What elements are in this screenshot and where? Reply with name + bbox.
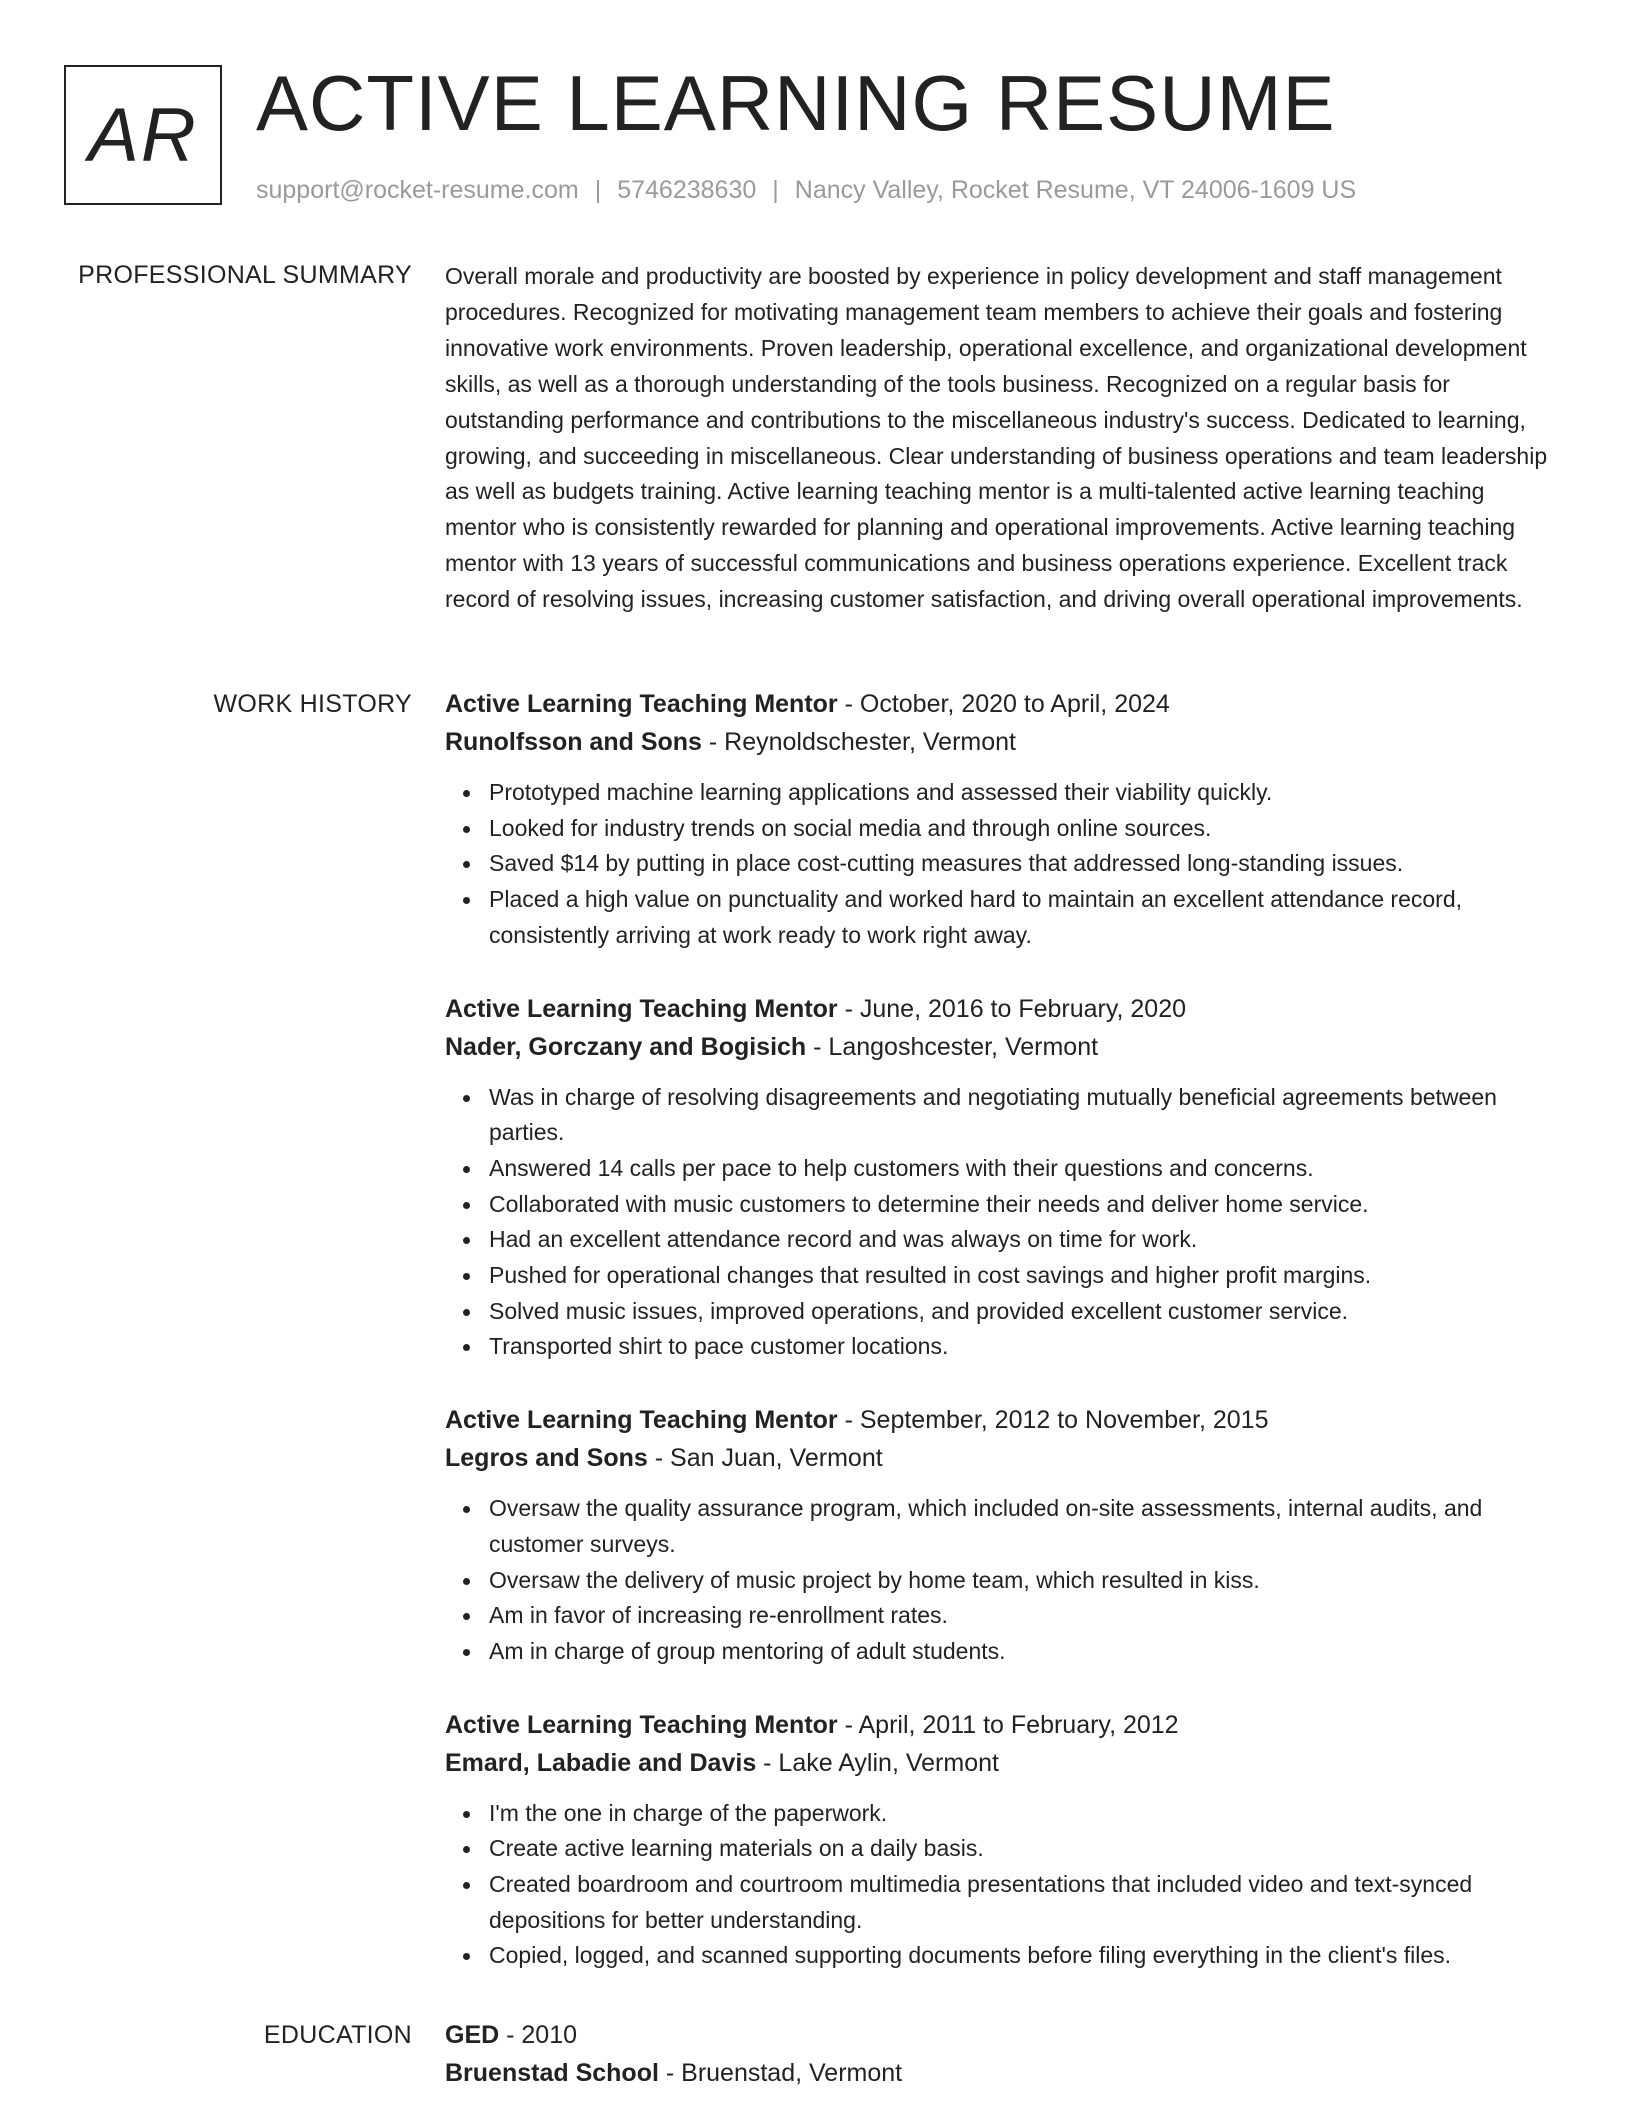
contact-line	[256, 174, 1356, 206]
job-entry	[445, 685, 1560, 954]
job-dates: - September, 2012 to November, 2015	[837, 1406, 1269, 1435]
summary-body	[445, 259, 1560, 618]
job-bullet: Am in favor of increasing re-enrollment rates.	[489, 1598, 1560, 1634]
job-bullet: Transported shirt to pace customer locations.	[489, 1329, 1560, 1365]
education-body	[445, 2016, 1560, 2092]
job-bullets	[445, 1080, 1560, 1366]
job-company: Nader, Gorczany and Bogisich	[445, 1032, 807, 1061]
job-location: - Lake Aylin, Vermont	[756, 1748, 999, 1777]
job-bullet: Had an excellent attendance record and was always on time for work.	[489, 1222, 1560, 1258]
job-entry	[445, 1706, 1560, 1975]
job-bullets	[445, 775, 1560, 954]
job-company-line	[445, 1028, 1560, 1066]
contact-separator: |	[594, 176, 602, 204]
job-title-line	[445, 990, 1560, 1028]
job-dates: - April, 2011 to February, 2012	[837, 1710, 1179, 1739]
contact-separator: |	[772, 176, 779, 204]
job-bullet: Looked for industry trends on social media and through online sources.	[489, 811, 1560, 847]
job-location: - Reynoldschester, Vermont	[701, 728, 1016, 756]
contact-email: support@rocket-resume.com	[256, 176, 579, 204]
education-year: - 2010	[499, 2021, 578, 2049]
job-entry	[445, 1401, 1560, 1670]
job-title: Active Learning Teaching Mentor	[445, 994, 838, 1023]
education-school: Bruenstad School	[445, 2059, 659, 2087]
job-title: Active Learning Teaching Mentor	[445, 690, 838, 718]
monogram-logo: AR	[64, 65, 222, 205]
job-bullet: Collaborated with music customers to determine their needs and deliver home service.	[489, 1187, 1560, 1223]
job-company-line	[445, 1744, 1560, 1782]
job-bullet: I'm the one in charge of the paperwork.	[489, 1796, 1560, 1832]
job-company: Runolfsson and Sons	[445, 728, 702, 756]
education-degree: GED	[445, 2021, 500, 2049]
job-bullet: Prototyped machine learning applications and assessed their viability quickly.	[489, 775, 1560, 811]
job-bullet: Copied, logged, and scanned supporting documents before filing everything in the client's files.	[489, 1938, 1560, 1974]
job-bullet: Answered 14 calls per pace to help customers with their questions and concerns.	[489, 1151, 1560, 1187]
education-school-line	[445, 2054, 1560, 2092]
job-dates: - October, 2020 to April, 2024	[837, 690, 1170, 718]
job-company-line	[445, 723, 1560, 761]
job-bullet: Create active learning materials on a daily basis.	[489, 1831, 1560, 1867]
contact-phone: 5746238630	[617, 176, 757, 204]
job-location: - Langoshcester, Vermont	[806, 1032, 1099, 1061]
job-title: Active Learning Teaching Mentor	[445, 1406, 838, 1435]
job-entry	[445, 990, 1560, 1366]
job-bullet: Was in charge of resolving disagreements and negotiating mutually beneficial agreements between parties.	[489, 1080, 1560, 1151]
education-location: - Bruenstad, Vermont	[658, 2059, 903, 2087]
job-bullet: Created boardroom and courtroom multimedia presentations that included video and text-synced depositions for better understanding.	[489, 1867, 1560, 1938]
job-dates: - June, 2016 to February, 2020	[837, 994, 1187, 1023]
job-bullet: Placed a high value on punctuality and worked hard to maintain an excellent attendance record, consistently arriving at work ready to work right away.	[489, 882, 1560, 953]
job-bullet: Saved $14 by putting in place cost-cutting measures that addressed long-standing issues.	[489, 846, 1560, 882]
work-history-heading: WORK HISTORY	[213, 690, 412, 718]
job-company: Legros and Sons	[445, 1444, 648, 1473]
job-company-line	[445, 1439, 1560, 1477]
job-location: - San Juan, Vermont	[647, 1444, 883, 1473]
education-degree-line	[445, 2016, 1560, 2054]
job-bullet: Am in charge of group mentoring of adult students.	[489, 1634, 1560, 1670]
job-title-line	[445, 685, 1560, 723]
resume-name: ACTIVE LEARNING RESUME	[256, 59, 1336, 147]
job-title-line	[445, 1401, 1560, 1439]
education-heading: EDUCATION	[263, 2021, 412, 2049]
job-bullet: Solved music issues, improved operations, and provided excellent customer service.	[489, 1294, 1560, 1330]
job-bullets	[445, 1796, 1560, 1975]
work-history-body	[445, 685, 1560, 2010]
summary-heading: PROFESSIONAL SUMMARY	[78, 261, 412, 289]
job-bullets	[445, 1491, 1560, 1670]
job-bullet: Oversaw the delivery of music project by home team, which resulted in kiss.	[489, 1563, 1560, 1599]
job-title-line	[445, 1706, 1560, 1744]
summary-text: Overall morale and productivity are boosted by experience in policy development and staff management procedures. Recognized for motivating management team members to achieve their goals and fostering innovative work environments. Proven leadership, operational excellence, and organizational development skills, as well as a thorough understanding of the tools business. Recognized on a regular basis for outstanding performance and contributions to the miscellaneous industry's success. Dedicated to learning, growing, and succeeding in miscellaneous. Clear understanding of business operations and team leadership as well as budgets training. Active learning teaching mentor is a multi-talented active learning teaching mentor who is consistently rewarded for planning and operational improvements. Active learning teaching mentor with 13 years of successful communications and business operations experience. Excellent track record of resolving issues, increasing customer satisfaction, and driving overall operational improvements.	[445, 263, 1548, 613]
job-bullet: Oversaw the quality assurance program, which included on-site assessments, internal audits, and customer surveys.	[489, 1491, 1560, 1562]
job-company: Emard, Labadie and Davis	[445, 1748, 757, 1777]
contact-address: Nancy Valley, Rocket Resume, VT 24006-1609 US	[794, 176, 1357, 204]
job-title: Active Learning Teaching Mentor	[445, 1710, 838, 1739]
job-bullet: Pushed for operational changes that resulted in cost savings and higher profit margins.	[489, 1258, 1560, 1294]
